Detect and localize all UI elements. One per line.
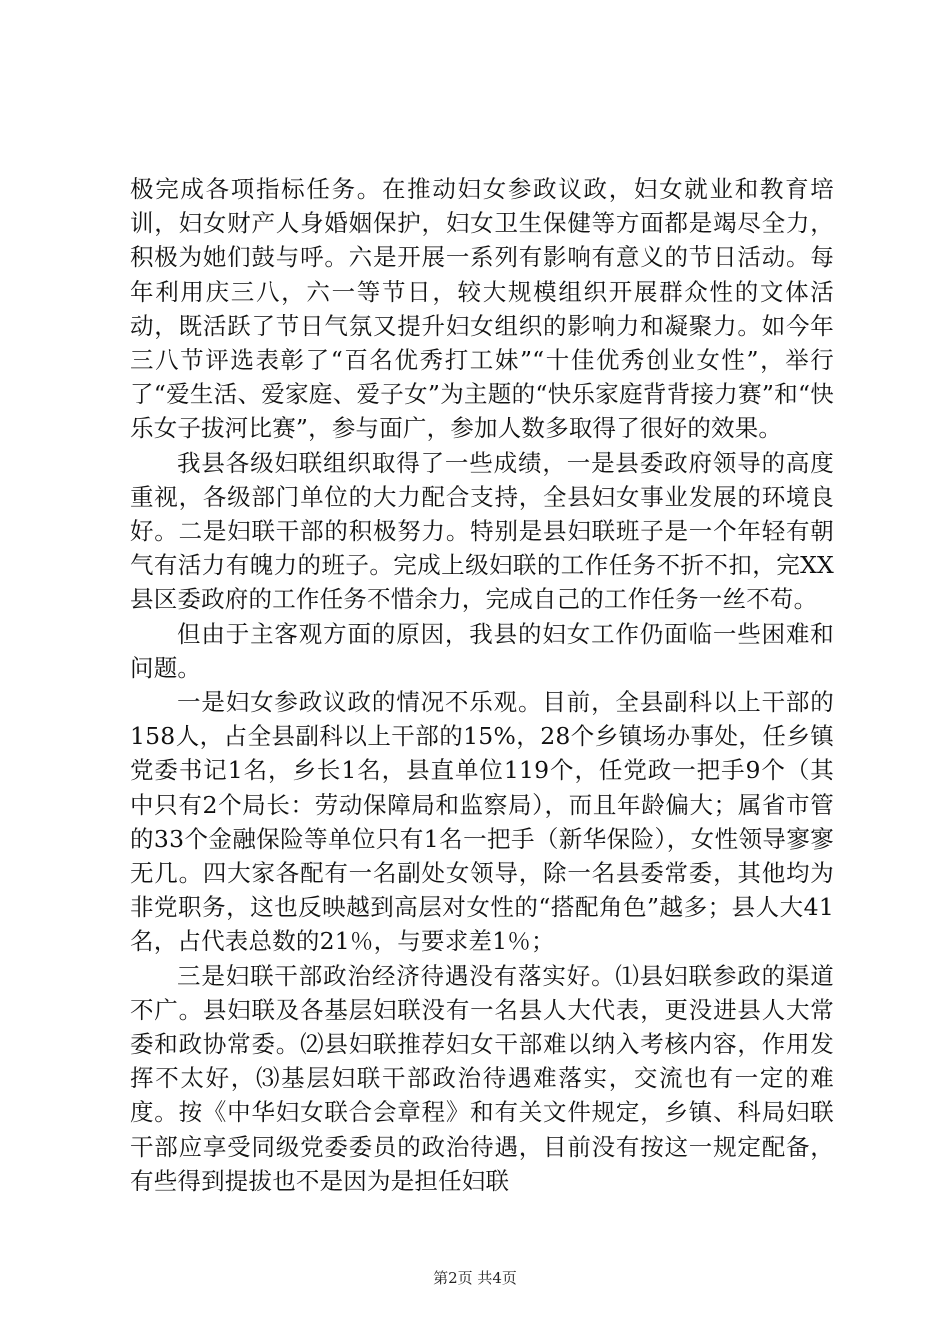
paragraph-problem-three: 三是妇联干部政治经济待遇没有落实好。⑴县妇联参政的渠道不广。县妇联及各基层妇联没有一名县人大代表，更没进县人大常委和政协常委。⑵县妇联推荐妇女干部难以纳入考核内容，作用发挥不太好，⑶基层妇联干部政治待遇难落实，交流也有一定的难度。按《中华妇女联合会章程》和有关文件规定，乡镇、科局妇联干部应享受同级党委委员的政治待遇，目前没有按这一规定配备，有些得到提拔也不是因为是担任妇联 bbox=[130, 961, 834, 1195]
paragraph-achievements: 我县各级妇联组织取得了一些成绩，一是县委政府领导的高度重视，各级部门单位的大力配合支持，全县妇女事业发展的环境良好。二是妇联干部的积极努力。特别是县妇联班子是一个年轻有朝气有活力有魄力的班子。完成上级妇联的工作任务不折不扣，完XX县区委政府的工作任务不惜余力，完成自己的工作任务一丝不苟。 bbox=[130, 448, 834, 614]
paragraph-problems-intro: 但由于主客观方面的原因，我县的妇女工作仍面临一些困难和问题。 bbox=[130, 619, 834, 682]
paragraph-continued: 极完成各项指标任务。在推动妇女参政议政，妇女就业和教育培训，妇女财产人身婚姻保护，妇女卫生保健等方面都是竭尽全力，积极为她们鼓与呼。六是开展一系列有影响有意义的节日活动。每年利用庆三八，六一等节日，较大规模组织开展群众性的文体活动，既活跃了节日气氛又提升妇女组织的影响力和凝聚力。如今年三八节评选表彰了“百名优秀打工妹”“十佳优秀创业女性”，举行了“爱生活、爱家庭、爱子女”为主题的“快乐家庭背背接力赛”和“快乐女子拔河比赛”，参与面广，参加人数多取得了很好的效果。 bbox=[130, 175, 834, 443]
paragraph-problem-one: 一是妇女参政议政的情况不乐观。目前，全县副科以上干部的158人，占全县副科以上干部的15%，28个乡镇场办事处，任乡镇党委书记1名，乡长1名，县直单位119个，任党政一把手9个（其中只有2个局长：劳动保障局和监察局），而且年龄偏大；属省市管的33个金融保险等单位只有1名一把手（新华保险），女性领导寥寥无几。四大家各配有一名副处女领导，除一名县委常委，其他均为非党职务，这也反映越到高层对女性的“搭配角色”越多；县人大41名，占代表总数的21％，与要求差1％； bbox=[130, 688, 834, 956]
document-body bbox=[130, 172, 834, 1198]
page-footer: 第2页 共4页 bbox=[433, 1269, 517, 1287]
